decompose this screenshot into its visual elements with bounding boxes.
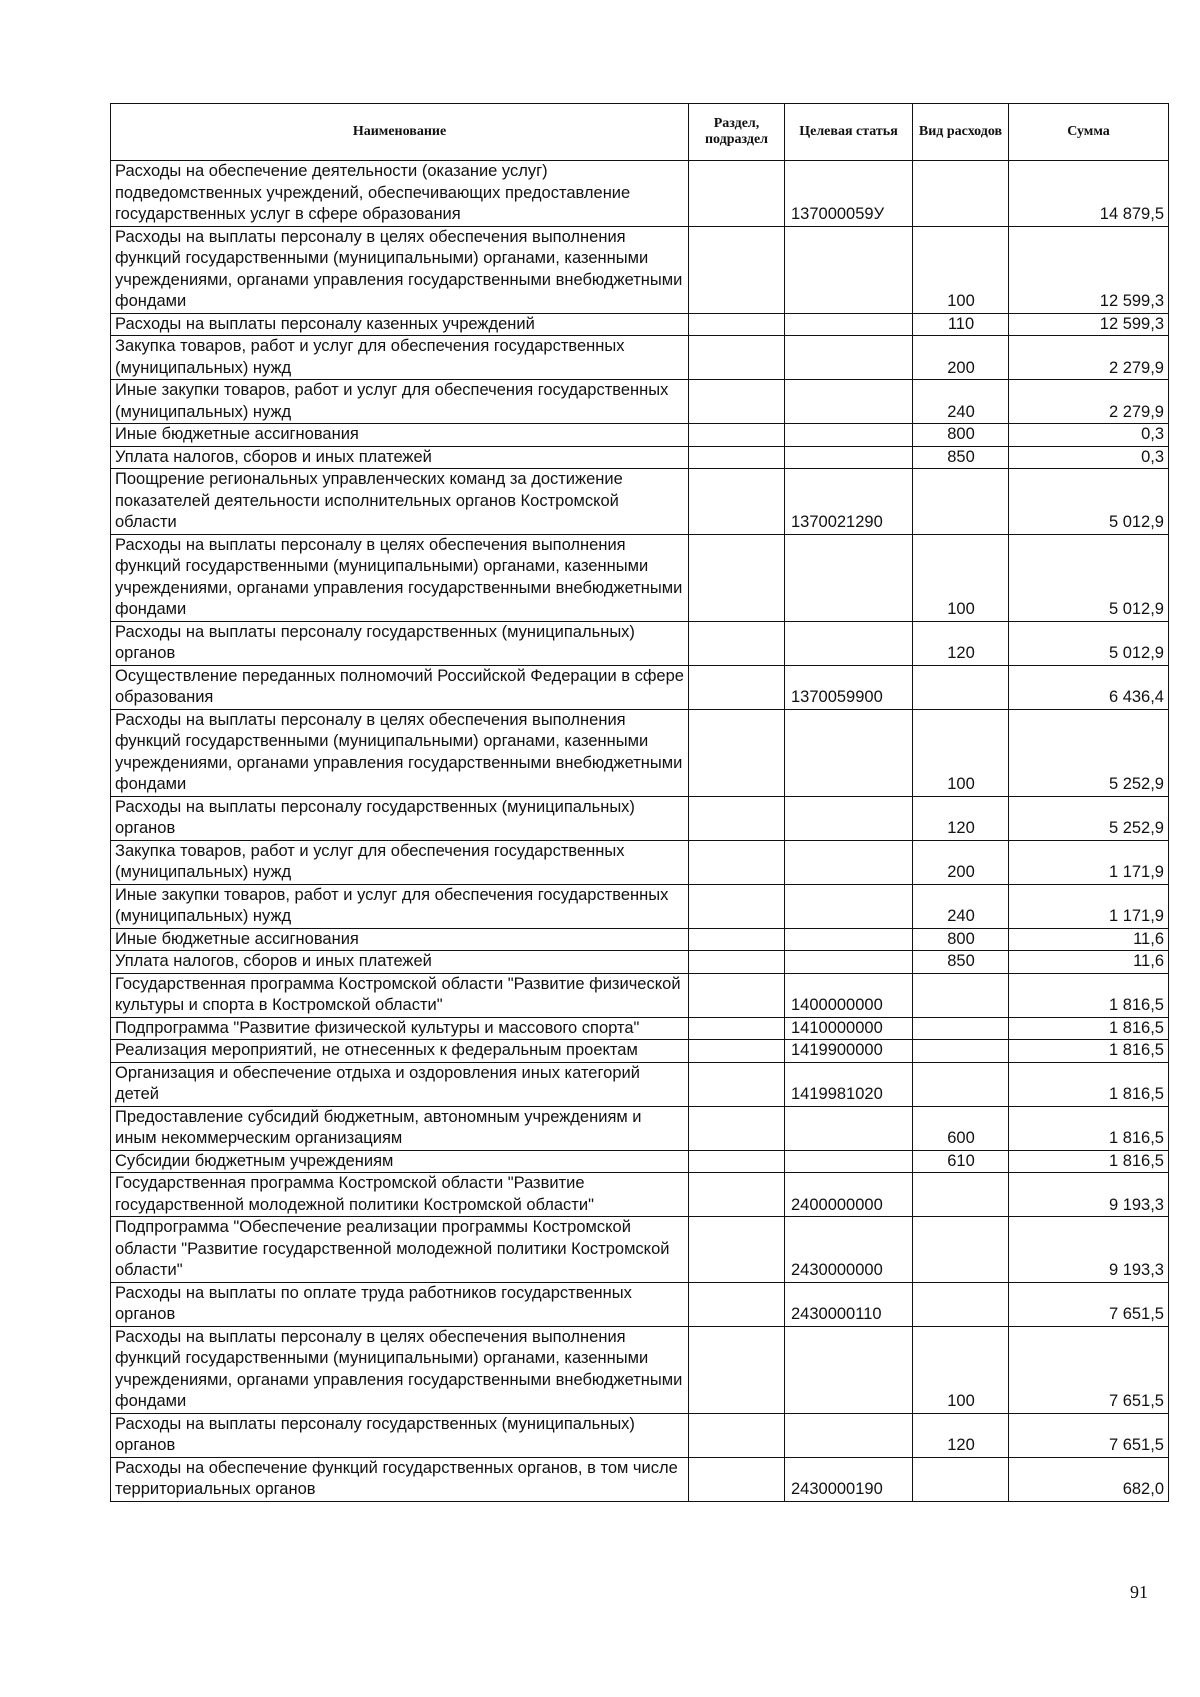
cell-target [785,709,913,796]
cell-kind: 100 [913,1326,1009,1413]
header-kind: Вид расходов [913,104,1009,161]
cell-kind [913,1457,1009,1501]
cell-target [785,796,913,840]
cell-section [689,1282,785,1326]
cell-name: Расходы на выплаты по оплате труда работников государственных органов [111,1282,689,1326]
table-row [111,1457,1169,1501]
cell-amount: 11,6 [1009,928,1169,951]
cell-amount: 0,3 [1009,446,1169,469]
cell-amount: 1 816,5 [1009,1106,1169,1150]
table-row [111,796,1169,840]
cell-kind: 120 [913,1413,1009,1457]
table-row [111,313,1169,336]
header-name: Наименование [111,104,689,161]
cell-name: Уплата налогов, сборов и иных платежей [111,446,689,469]
table-row [111,161,1169,227]
cell-kind [913,665,1009,709]
cell-section [689,226,785,313]
header-section: Раздел, подраздел [689,104,785,161]
table-row [111,424,1169,447]
cell-amount: 11,6 [1009,951,1169,974]
cell-name: Государственная программа Костромской области "Развитие физической культуры и спорта в Костромской области" [111,973,689,1017]
cell-name: Расходы на выплаты персоналу в целях обеспечения выполнения функций государственными (муниципальными) органами, казенными учреждениями, органами управления государственными внебюджетными фондами [111,1326,689,1413]
cell-amount: 1 816,5 [1009,1150,1169,1173]
cell-amount: 7 651,5 [1009,1282,1169,1326]
cell-name: Субсидии бюджетным учреждениям [111,1150,689,1173]
cell-kind: 850 [913,951,1009,974]
cell-target [785,380,913,424]
cell-amount: 14 879,5 [1009,161,1169,227]
cell-amount: 2 279,9 [1009,380,1169,424]
cell-section [689,1062,785,1106]
table-row [111,665,1169,709]
cell-amount: 1 816,5 [1009,973,1169,1017]
cell-kind [913,1217,1009,1283]
table-row [111,534,1169,621]
cell-section [689,1017,785,1040]
cell-section [689,1150,785,1173]
cell-section [689,1040,785,1063]
table-row [111,951,1169,974]
cell-target: 1419900000 [785,1040,913,1063]
cell-section [689,380,785,424]
cell-target: 1419981020 [785,1062,913,1106]
cell-kind: 100 [913,226,1009,313]
table-row [111,1062,1169,1106]
cell-amount: 1 816,5 [1009,1040,1169,1063]
cell-amount: 2 279,9 [1009,336,1169,380]
cell-kind [913,161,1009,227]
cell-section [689,840,785,884]
cell-kind: 600 [913,1106,1009,1150]
table-row [111,1326,1169,1413]
cell-section [689,446,785,469]
table-row [111,884,1169,928]
cell-section [689,709,785,796]
page-number: 91 [1130,1582,1148,1602]
cell-name: Реализация мероприятий, не отнесенных к федеральным проектам [111,1040,689,1063]
cell-amount: 12 599,3 [1009,226,1169,313]
cell-section [689,424,785,447]
cell-name: Расходы на выплаты персоналу казенных учреждений [111,313,689,336]
cell-kind [913,1017,1009,1040]
cell-kind: 100 [913,709,1009,796]
table-row [111,1413,1169,1457]
cell-section [689,973,785,1017]
cell-name: Расходы на выплаты персоналу в целях обеспечения выполнения функций государственными (муниципальными) органами, казенными учреждениями, органами управления государственными внебюджетными фондами [111,709,689,796]
cell-section [689,1173,785,1217]
cell-target: 2430000000 [785,1217,913,1283]
cell-target [785,928,913,951]
cell-kind: 800 [913,928,1009,951]
cell-name: Расходы на обеспечение функций государственных органов, в том числе территориальных органов [111,1457,689,1501]
table-row [111,973,1169,1017]
cell-section [689,665,785,709]
cell-name: Расходы на выплаты персоналу государственных (муниципальных) органов [111,1413,689,1457]
table-body [111,161,1169,1502]
cell-kind [913,1040,1009,1063]
cell-target [785,336,913,380]
table-row [111,469,1169,535]
table-header-row [111,104,1169,161]
cell-amount: 9 193,3 [1009,1173,1169,1217]
cell-target [785,313,913,336]
cell-target [785,226,913,313]
cell-kind: 240 [913,884,1009,928]
cell-target [785,1150,913,1173]
table-row [111,1173,1169,1217]
cell-name: Закупка товаров, работ и услуг для обеспечения государственных (муниципальных) нужд [111,840,689,884]
cell-amount: 6 436,4 [1009,665,1169,709]
cell-amount: 1 816,5 [1009,1017,1169,1040]
cell-target [785,884,913,928]
cell-amount: 1 171,9 [1009,884,1169,928]
table-row [111,1106,1169,1150]
cell-target: 1370059900 [785,665,913,709]
budget-table [110,103,1169,1502]
table-row [111,1017,1169,1040]
cell-amount: 0,3 [1009,424,1169,447]
cell-section [689,1457,785,1501]
cell-amount: 5 012,9 [1009,469,1169,535]
table-row [111,709,1169,796]
cell-target [785,1413,913,1457]
cell-target [785,446,913,469]
cell-target: 1400000000 [785,973,913,1017]
cell-section [689,928,785,951]
cell-name: Поощрение региональных управленческих команд за достижение показателей деятельности исполнительных органов Костромской области [111,469,689,535]
cell-section [689,884,785,928]
cell-target [785,621,913,665]
cell-target: 137000059У [785,161,913,227]
cell-section [689,1106,785,1150]
header-target: Целевая статья [785,104,913,161]
cell-kind: 120 [913,796,1009,840]
cell-target [785,840,913,884]
cell-target: 2430000110 [785,1282,913,1326]
cell-kind [913,973,1009,1017]
table-row [111,840,1169,884]
cell-target: 2400000000 [785,1173,913,1217]
cell-name: Иные бюджетные ассигнования [111,928,689,951]
cell-kind: 610 [913,1150,1009,1173]
cell-target [785,424,913,447]
cell-target: 2430000190 [785,1457,913,1501]
cell-target [785,534,913,621]
cell-kind: 200 [913,840,1009,884]
cell-kind: 100 [913,534,1009,621]
cell-name: Расходы на выплаты персоналу государственных (муниципальных) органов [111,796,689,840]
cell-amount: 5 252,9 [1009,796,1169,840]
cell-section [689,469,785,535]
cell-kind: 110 [913,313,1009,336]
cell-kind: 120 [913,621,1009,665]
cell-section [689,1217,785,1283]
cell-name: Иные закупки товаров, работ и услуг для обеспечения государственных (муниципальных) нужд [111,884,689,928]
cell-section [689,621,785,665]
cell-name: Расходы на выплаты персоналу государственных (муниципальных) органов [111,621,689,665]
cell-name: Предоставление субсидий бюджетным, автономным учреждениям и иным некоммерческим организациям [111,1106,689,1150]
cell-kind: 200 [913,336,1009,380]
cell-name: Иные закупки товаров, работ и услуг для обеспечения государственных (муниципальных) нужд [111,380,689,424]
cell-section [689,951,785,974]
header-amount: Сумма [1009,104,1169,161]
cell-amount: 1 171,9 [1009,840,1169,884]
table-row [111,380,1169,424]
cell-name: Подпрограмма "Обеспечение реализации программы Костромской области "Развитие государственной молодежной политики Костромской области" [111,1217,689,1283]
table-row [111,446,1169,469]
table-row [111,621,1169,665]
cell-name: Расходы на выплаты персоналу в целях обеспечения выполнения функций государственными (муниципальными) органами, казенными учреждениями, органами управления государственными внебюджетными фондами [111,534,689,621]
cell-section [689,161,785,227]
table-row [111,1217,1169,1283]
cell-kind [913,469,1009,535]
cell-amount: 682,0 [1009,1457,1169,1501]
cell-amount: 5 252,9 [1009,709,1169,796]
cell-target [785,1106,913,1150]
cell-target: 1410000000 [785,1017,913,1040]
cell-kind: 850 [913,446,1009,469]
cell-name: Государственная программа Костромской области "Развитие государственной молодежной политики Костромской области" [111,1173,689,1217]
cell-amount: 9 193,3 [1009,1217,1169,1283]
cell-section [689,1413,785,1457]
cell-name: Расходы на обеспечение деятельности (оказание услуг) подведомственных учреждений, обеспечивающих предоставление государственных услуг в сфере образования [111,161,689,227]
cell-section [689,313,785,336]
table-row [111,928,1169,951]
cell-name: Организация и обеспечение отдыха и оздоровления иных категорий детей [111,1062,689,1106]
cell-section [689,336,785,380]
cell-name: Осуществление переданных полномочий Российской Федерации в сфере образования [111,665,689,709]
table-row [111,1040,1169,1063]
cell-amount: 12 599,3 [1009,313,1169,336]
cell-amount: 7 651,5 [1009,1326,1169,1413]
cell-amount: 1 816,5 [1009,1062,1169,1106]
cell-kind [913,1282,1009,1326]
cell-kind [913,1062,1009,1106]
cell-name: Уплата налогов, сборов и иных платежей [111,951,689,974]
cell-target: 1370021290 [785,469,913,535]
cell-amount: 7 651,5 [1009,1413,1169,1457]
cell-section [689,534,785,621]
cell-name: Иные бюджетные ассигнования [111,424,689,447]
cell-kind [913,1173,1009,1217]
cell-section [689,796,785,840]
table-row [111,226,1169,313]
cell-kind: 800 [913,424,1009,447]
cell-target [785,1326,913,1413]
table-row [111,1150,1169,1173]
cell-section [689,1326,785,1413]
cell-name: Подпрограмма "Развитие физической культуры и массового спорта" [111,1017,689,1040]
table-row [111,1282,1169,1326]
cell-name: Расходы на выплаты персоналу в целях обеспечения выполнения функций государственными (муниципальными) органами, казенными учреждениями, органами управления государственными внебюджетными фондами [111,226,689,313]
cell-kind: 240 [913,380,1009,424]
cell-target [785,951,913,974]
cell-amount: 5 012,9 [1009,534,1169,621]
table-row [111,336,1169,380]
cell-amount: 5 012,9 [1009,621,1169,665]
cell-name: Закупка товаров, работ и услуг для обеспечения государственных (муниципальных) нужд [111,336,689,380]
